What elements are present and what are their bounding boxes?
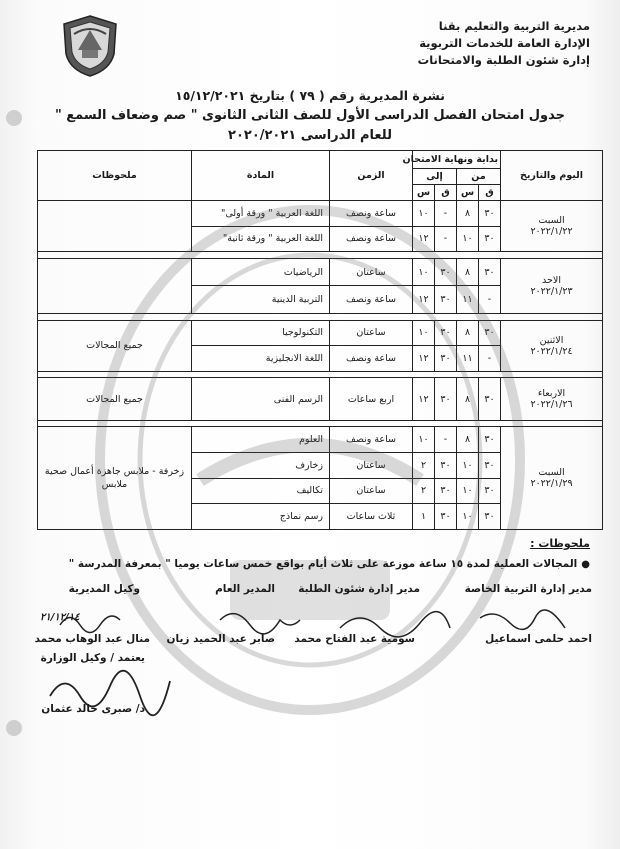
duration-cell: ساعة ونصف — [330, 346, 413, 372]
undersecretary-signature — [40, 666, 180, 706]
from-hour: ٨ — [457, 320, 479, 346]
to-minute: ٣٠ — [435, 346, 457, 372]
duration-cell: ساعة ونصف — [330, 226, 413, 252]
from-hour: ١٠ — [457, 504, 479, 530]
to-minute: - — [435, 226, 457, 252]
from-minute: ٣٠ — [479, 378, 501, 421]
table-row — [38, 378, 603, 421]
day-cell: الاثنين ٢٠٢٢/١/٢٤ — [501, 320, 603, 371]
to-hour: ١٢ — [413, 346, 435, 372]
subject-cell: التربية الدينية — [192, 286, 330, 314]
duration-cell: ساعتان — [330, 258, 413, 286]
to-hour: ٢ — [413, 453, 435, 479]
day-cell: الاحد ٢٠٢٢/١/٢٣ — [501, 258, 603, 314]
exam-title: جدول امتحان الفصل الدراسى الأول للصف الثانى الثانوى " صم وضعاف السمع " — [55, 108, 565, 123]
from-minute: ٣٠ — [479, 478, 501, 504]
to-minute: ٣٠ — [435, 258, 457, 286]
handwritten-date: ٢١/١٢/١٤ — [40, 612, 80, 623]
duration-cell: ساعتان — [330, 320, 413, 346]
from-minute: ٣٠ — [479, 320, 501, 346]
from-hour: ١١ — [457, 286, 479, 314]
subject-cell: العلوم — [192, 427, 330, 453]
to-minute: ٣٠ — [435, 453, 457, 479]
duration-cell: ساعتان — [330, 453, 413, 479]
header-start-end: بداية ونهاية الامتحان — [413, 151, 501, 169]
to-minute: - — [435, 201, 457, 227]
sig-name-student-affairs: سومية عبد الفتاح محمد — [294, 633, 415, 645]
ministry-header — [370, 18, 590, 69]
sig-name-general-director: صابر عبد الحميد زيان — [166, 633, 275, 645]
bullet-icon: ● — [581, 559, 590, 570]
header-minute: ق — [479, 185, 501, 201]
from-minute: ٣٠ — [479, 226, 501, 252]
subject-cell: الرياضيات — [192, 258, 330, 286]
from-minute: - — [479, 346, 501, 372]
subject-cell: اللغة العربية " ورقة ثانية" — [192, 226, 330, 252]
signature-titles — [0, 583, 620, 603]
to-minute: - — [435, 427, 457, 453]
to-minute: ٣٠ — [435, 478, 457, 504]
subject-cell: اللغة الانجليزية — [192, 346, 330, 372]
to-minute: ٣٠ — [435, 504, 457, 530]
to-hour: ١٢ — [413, 378, 435, 421]
duration-cell: ثلاث ساعات — [330, 504, 413, 530]
sig-name-special-ed: احمد حلمى اسماعيل — [485, 633, 592, 645]
subject-cell: رسم نماذج — [192, 504, 330, 530]
day-cell: السبت ٢٠٢٢/١/٢٩ — [501, 427, 603, 530]
from-hour: ١٠ — [457, 478, 479, 504]
subject-cell: زخارف — [192, 453, 330, 479]
sig-title-general-director: المدير العام — [215, 583, 275, 595]
from-hour: ١٠ — [457, 226, 479, 252]
to-minute: ٣٠ — [435, 320, 457, 346]
from-hour: ١٠ — [457, 453, 479, 479]
subject-cell: التكنولوجيا — [192, 320, 330, 346]
sig-title-deputy: وكيل المديرية — [68, 583, 140, 595]
document-titles — [0, 86, 620, 146]
sig-title-special-ed: مدير إدارة التربية الخاصة — [464, 583, 592, 595]
header-from: من — [457, 169, 501, 185]
approval-label: يعتمد / وكيل الوزارة — [40, 652, 145, 664]
notes-text: المجالات العملية لمدة ١٥ ساعة موزعة على ثلاث أيام بواقع خمس ساعات يوميا " بمعرفة المدرسة " — [68, 558, 578, 570]
from-hour: ٨ — [457, 427, 479, 453]
duration-cell: ساعة ونصف — [330, 201, 413, 227]
from-minute: ٣٠ — [479, 427, 501, 453]
subject-cell: اللغة العربية " ورقة أولى" — [192, 201, 330, 227]
day-cell: السبت ٢٠٢٢/١/٢٢ — [501, 201, 603, 252]
from-minute: ٣٠ — [479, 453, 501, 479]
to-hour: ١٠ — [413, 258, 435, 286]
table-row — [38, 201, 603, 227]
from-hour: ٨ — [457, 201, 479, 227]
header-to: إلى — [413, 169, 457, 185]
from-minute: ٣٠ — [479, 258, 501, 286]
bulletin-title: نشرة المديرية رقم ( ٧٩ ) بتاريخ ١٥/١٢/٢٠٢١ — [175, 88, 445, 103]
header-duration: الزمن — [330, 151, 413, 201]
from-minute: - — [479, 286, 501, 314]
header-notes: ملحوظات — [38, 151, 192, 201]
header-minute: ق — [435, 185, 457, 201]
to-hour: ٢ — [413, 478, 435, 504]
undersecretary-name: د/ صبرى خالد عثمان — [41, 703, 145, 715]
year-title: للعام الدراسى ٢٠٢٠/٢٠٢١ — [228, 128, 392, 143]
header-hour: س — [457, 185, 479, 201]
to-hour: ١٠ — [413, 427, 435, 453]
duration-cell: ساعة ونصف — [330, 286, 413, 314]
from-hour: ٨ — [457, 378, 479, 421]
from-hour: ١١ — [457, 346, 479, 372]
ministry-line-3: إدارة شئون الطلبة والامتحانات — [417, 53, 590, 67]
to-hour: ١٢ — [413, 226, 435, 252]
duration-cell: ساعة ونصف — [330, 427, 413, 453]
to-hour: ١ — [413, 504, 435, 530]
from-hour: ٨ — [457, 258, 479, 286]
subject-cell: تكاليف — [192, 478, 330, 504]
table-row — [38, 427, 603, 453]
directorate-logo — [60, 14, 120, 78]
from-minute: ٣٠ — [479, 504, 501, 530]
sig-title-student-affairs: مدير إدارة شئون الطلبة — [298, 583, 420, 595]
to-minute: ٣٠ — [435, 378, 457, 421]
notes-section — [20, 537, 590, 570]
to-hour: ١٠ — [413, 320, 435, 346]
from-minute: ٣٠ — [479, 201, 501, 227]
ministry-line-1: مديرية التربية والتعليم بقنا — [438, 19, 590, 33]
signature-names — [0, 633, 620, 653]
to-hour: ١٠ — [413, 201, 435, 227]
note-cell: جميع المجالات — [38, 320, 192, 371]
note-cell — [38, 201, 192, 252]
header-hour: س — [413, 185, 435, 201]
notes-title: ملحوظات : — [530, 537, 590, 550]
to-hour: ١٢ — [413, 286, 435, 314]
duration-cell: اربع ساعات — [330, 378, 413, 421]
header-day-date: اليوم والتاريخ — [501, 151, 603, 201]
note-cell: زخرفة - ملابس جاهزة أعمال صحية ملابس — [38, 427, 192, 530]
note-cell: جميع المجالات — [38, 378, 192, 421]
day-cell: الاربعاء ٢٠٢٢/١/٢٦ — [501, 378, 603, 421]
subject-cell: الرسم الفنى — [192, 378, 330, 421]
header-subject: المادة — [192, 151, 330, 201]
duration-cell: ساعتان — [330, 478, 413, 504]
exam-schedule-table — [37, 150, 603, 530]
table-row — [38, 258, 603, 286]
table-row — [38, 320, 603, 346]
ministry-line-2: الإدارة العامة للخدمات التربوية — [419, 36, 590, 50]
notes-line — [20, 558, 590, 570]
note-cell — [38, 258, 192, 314]
sig-name-deputy: منال عبد الوهاب محمد — [34, 633, 150, 645]
to-minute: ٣٠ — [435, 286, 457, 314]
